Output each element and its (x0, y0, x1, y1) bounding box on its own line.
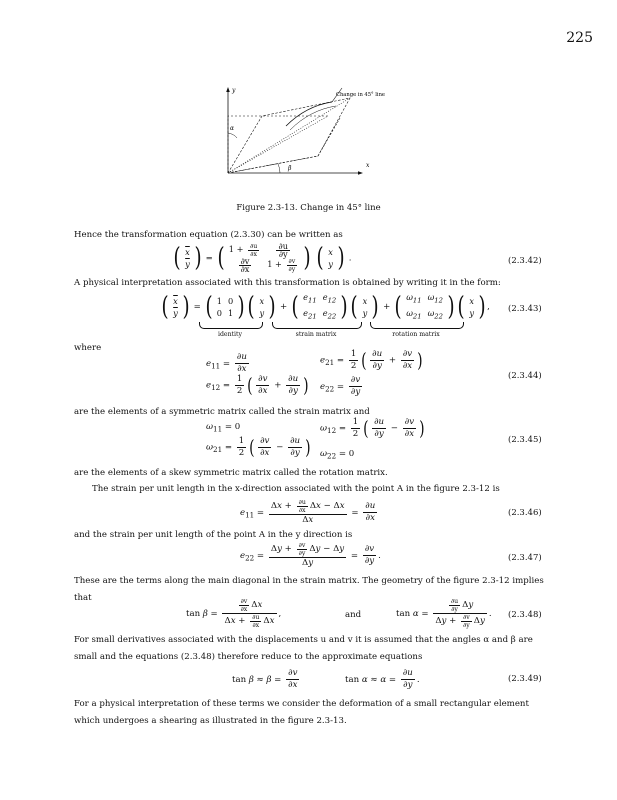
alpha-label: α (230, 125, 235, 132)
equation-2-3-48-alpha: tan α = $\frac{\partial u}{\partial y}$ Δy Δy + $\frac{\partial v}{\partial y}$ Δy . (396, 598, 492, 629)
y-axis-label: y (232, 87, 236, 94)
equation-2-3-44-e11: $e_{11}$ = $\frac{\partial u}{\partial x}$ (206, 352, 247, 374)
change-arrow (286, 102, 332, 126)
change-label: Change in 45° line (336, 92, 386, 98)
page-number: 225 (566, 30, 593, 46)
eq-number-45: (2.3.45) (508, 435, 542, 445)
equation-2-3-46: $e_{11}$ = Δx + $\frac{\partial u}{\partial x}$ Δx − Δx Δx = $\frac{\partial u}{\partial x}$ (240, 499, 376, 525)
rotation-brace (370, 322, 464, 329)
paragraph-8: These are the terms along the main diagonal in the strain matrix. The geometry of the figure 2.3-12 implies that (74, 576, 544, 603)
identity-label: identity (217, 331, 243, 338)
paragraph-6: The strain per unit length in the x-direction associated with the point A in the figure 2.3-12 is (92, 484, 500, 494)
paragraph-1: Hence the transformation equation (2.3.30) can be written as (74, 230, 343, 240)
eq-number-47: (2.3.47) (508, 553, 542, 563)
beta-label: β (288, 165, 292, 172)
strain-brace (272, 322, 362, 329)
equation-2-3-47: $e_{22}$ = Δy + $\frac{\partial v}{\partial y}$ Δy − Δy Δy = $\frac{\partial v}{\partial y}$ . (240, 542, 381, 568)
equation-2-3-45-w11: $\omega_{11} = 0$ (206, 422, 241, 434)
figure-change-in-45-line (210, 78, 410, 178)
equation-2-3-48-beta: tan β = $\frac{\partial v}{\partial x}$ Δx Δx + $\frac{\partial u}{\partial x}$ Δx , (186, 598, 282, 629)
equation-2-3-42: ( $\overline{x}$ $\overline{y}$ ) = ( 1 + $\frac{\partial u}{\partial x}$ $\frac{\partial u}{\partial y}$ $\frac{\partial v}{\partial x}$ 1 + $\frac{\partial v}{\partial y}$ ) ( x y ) . (173, 241, 352, 274)
equation-2-3-45-w12: $\omega_{12}$ = $\frac{1}{2}$ ( $\frac{\partial u}{\partial y}$ − $\frac{\partial v}{\partial x}$ ) (320, 416, 425, 440)
equation-2-3-45-w22: $\omega_{22} = 0$ (320, 449, 355, 461)
equation-2-3-43: ( $\overline{x}$ $\overline{y}$ ) = ( 1 0 0 1 ) ( x y ) + ( $e_{11}$ $e_{12}$ $e_{21}$ $e_{22}$ ) ( x y ) + ( $\omega_{11}$ $\omega_{12}$ $\omega_{21}$ $\omega_{22}$ ) ( x y ) , (161, 291, 490, 322)
figure-caption: Figure 2.3-13. Change in 45° line (236, 203, 381, 213)
eq-number-42: (2.3.42) (508, 256, 542, 266)
paragraph-where: where (74, 343, 102, 353)
equation-2-3-44-e12: $e_{12}$ = $\frac{1}{2}$ ( $\frac{\partial v}{\partial x}$ + $\frac{\partial u}{\partial y}$ ) (206, 373, 309, 397)
identity-brace (199, 322, 263, 329)
paragraph-7: and the strain per unit length of the point A in the y direction is (74, 530, 353, 540)
x-axis-label: x (366, 162, 370, 169)
equation-2-3-45-w21: $\omega_{21}$ = $\frac{1}{2}$ ( $\frac{\partial v}{\partial x}$ − $\frac{\partial u}{\partial y}$ ) (206, 435, 311, 459)
eq-number-43: (2.3.43) (508, 304, 542, 314)
paragraph-2: A physical interpretation associated with this transformation is obtained by writing it in the form: (74, 278, 501, 288)
rotation-matrix-label: rotation matrix (392, 331, 440, 338)
eq-number-44: (2.3.44) (508, 371, 542, 381)
paragraph-10: For a physical interpretation of these terms we consider the deformation of a small rectangular element which undergoes a shearing as illustrated in the figure 2.3-13. (74, 699, 529, 726)
eq-number-48: (2.3.48) (508, 610, 542, 620)
strain-matrix-label: strain matrix (295, 331, 337, 338)
paragraph-4: are the elements of a symmetric matrix called the strain matrix and (74, 407, 370, 417)
equation-2-3-44-e21: $e_{21}$ = $\frac{1}{2}$ ( $\frac{\partial u}{\partial y}$ + $\frac{\partial v}{\partial x}$ ) (320, 348, 423, 372)
paragraph-5: are the elements of a skew symmetric matrix called the rotation matrix. (74, 468, 388, 478)
equation-2-3-44-e22: $e_{22}$ = $\frac{\partial v}{\partial y}$ (320, 375, 361, 397)
equation-2-3-49-beta: tan β ≈ β = $\frac{\partial v}{\partial x}$ (232, 668, 298, 690)
eq-number-49: (2.3.49) (508, 674, 542, 684)
eq-number-46: (2.3.46) (508, 508, 542, 518)
and-word: and (345, 610, 362, 620)
equation-2-3-49-alpha: tan α ≈ α = $\frac{\partial u}{\partial y}$ . (345, 668, 420, 690)
paragraph-9: For small derivatives associated with the displacements u and v it is assumed that the angles α and β are small and the equations (2.3.48) therefore reduce to the approximate equations (74, 635, 533, 662)
